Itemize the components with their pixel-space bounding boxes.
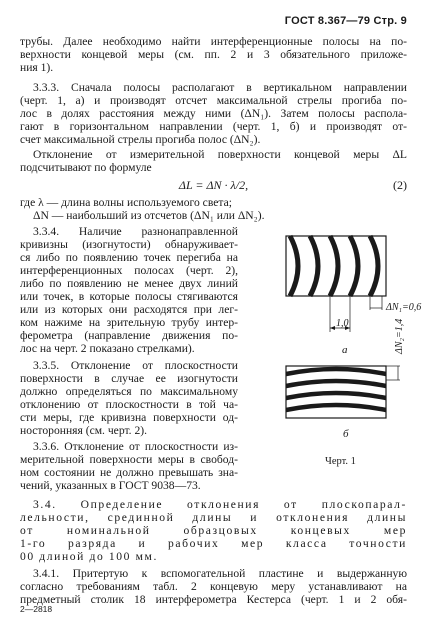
text-line: ферометра (направление движения по- bbox=[20, 329, 238, 342]
text-line: чений, указанных в ГОСТ 9038—73. bbox=[20, 479, 201, 492]
figure-a-width-dimension: 1,0 bbox=[336, 318, 349, 329]
figure-a-label: а bbox=[342, 344, 348, 356]
text-line: гают в горизонтальном направлении (черт. 1, б) и производят от- bbox=[20, 120, 407, 133]
text-line: или точек, в которые полосы стягиваются bbox=[20, 290, 238, 303]
text-line: мерительной поверхности меры в свобод- bbox=[20, 453, 238, 466]
text-line: 3.3.6. Отклонение от плоскостности из- bbox=[33, 440, 238, 453]
text-line: где λ — длина волны используемого света; bbox=[20, 196, 232, 209]
text-line: 1-го разряда и рабочих мер класса точности bbox=[20, 537, 407, 550]
text-line: интерференционных полосах (черт. 2), bbox=[20, 264, 238, 277]
text-line: трубы. Далее необходимо найти интерференционные полосы на по- bbox=[20, 35, 407, 48]
figure-b-label: б bbox=[343, 428, 349, 440]
text-line: ния 1). bbox=[20, 61, 54, 74]
text-line: лос в долях расстояния между ними (ΔN₁). Затем полосы распола- bbox=[20, 107, 407, 120]
figure-b-dimension: ΔN₂=1,4 bbox=[394, 318, 405, 354]
text-line: 3.3.3. Сначала полосы располагают в вертикальном направлении bbox=[33, 81, 407, 94]
text-line: отклонению от плоскостности в той ча- bbox=[20, 398, 238, 411]
text-line: или из которых они расходятся при лег- bbox=[20, 303, 238, 316]
text-line: верхности концевой меры (см. пп. 2 и 3 обязательного приложе- bbox=[20, 48, 407, 61]
text-line: счет максимальной стрелы прогиба полос (ΔN₂). bbox=[20, 133, 261, 146]
text-line: 3.3.4. Наличие разнонаправленной bbox=[33, 225, 238, 238]
text-line: сти меры, где кривизна поверхности од- bbox=[20, 411, 238, 424]
text-line: поверхности в случае ее изогнутости bbox=[20, 372, 238, 385]
text-line: 00 длиной до 100 мм. bbox=[20, 550, 158, 563]
text-line: лельности, срединной длины и отклонения длины bbox=[20, 511, 407, 524]
text-line: ся либо по появлению точек перегиба на bbox=[20, 251, 238, 264]
text-line: Отклонение от измерительной поверхности концевой меры ΔL bbox=[33, 148, 407, 161]
text-line: ΔN — наибольший из отсчетов (ΔN₁ или ΔN₂). bbox=[33, 209, 265, 222]
formula-number: (2) bbox=[393, 178, 407, 192]
text-line: лос на черт. 2 показано стрелками). bbox=[20, 342, 195, 355]
text-line: 3.4.1. Притертую к вспомогательной пластине и выдержанную bbox=[33, 567, 407, 580]
text-line: либо по появлению не менее двух линий bbox=[20, 277, 238, 290]
formula: ΔL = ΔN · λ/2, bbox=[178, 178, 249, 192]
figure-a-dimension: ΔN₁=0,6 bbox=[386, 302, 422, 313]
text-line: кривизны (изогнутости) обнаруживает- bbox=[20, 238, 238, 251]
text-line: 3.4. Определение отклонения от плоскопарал- bbox=[33, 498, 407, 511]
text-line: предметный столик 18 интерферометра Кестерса (черт. 1 и 2 обя- bbox=[20, 593, 407, 606]
page-footer: 2—2818 bbox=[20, 604, 53, 614]
text-line: должно определяться по максимальному bbox=[20, 385, 238, 398]
text-line: ком нажиме на зрительную трубу интер- bbox=[20, 316, 238, 329]
text-line: 3.3.5. Отклонение от плоскостности bbox=[33, 359, 238, 372]
text-line: носторонняя (см. черт. 2). bbox=[20, 424, 148, 437]
figure-caption: Черт. 1 bbox=[325, 456, 356, 467]
text-line: (черт. 1, а) и производят отсчет максимальной стрелы прогиба по- bbox=[20, 94, 407, 107]
text-line: от номинальной образцовых концевых мер bbox=[20, 524, 407, 537]
figure-b-fringes bbox=[284, 360, 409, 425]
text-line: согласно требованиям табл. 2 концевую меру устанавливают на bbox=[20, 580, 407, 593]
page-header: ГОСТ 8.367—79 Стр. 9 bbox=[284, 15, 407, 27]
text-line: ном состоянии не должно превышать зна- bbox=[20, 466, 238, 479]
text-line: подсчитывают по формуле bbox=[20, 161, 152, 174]
